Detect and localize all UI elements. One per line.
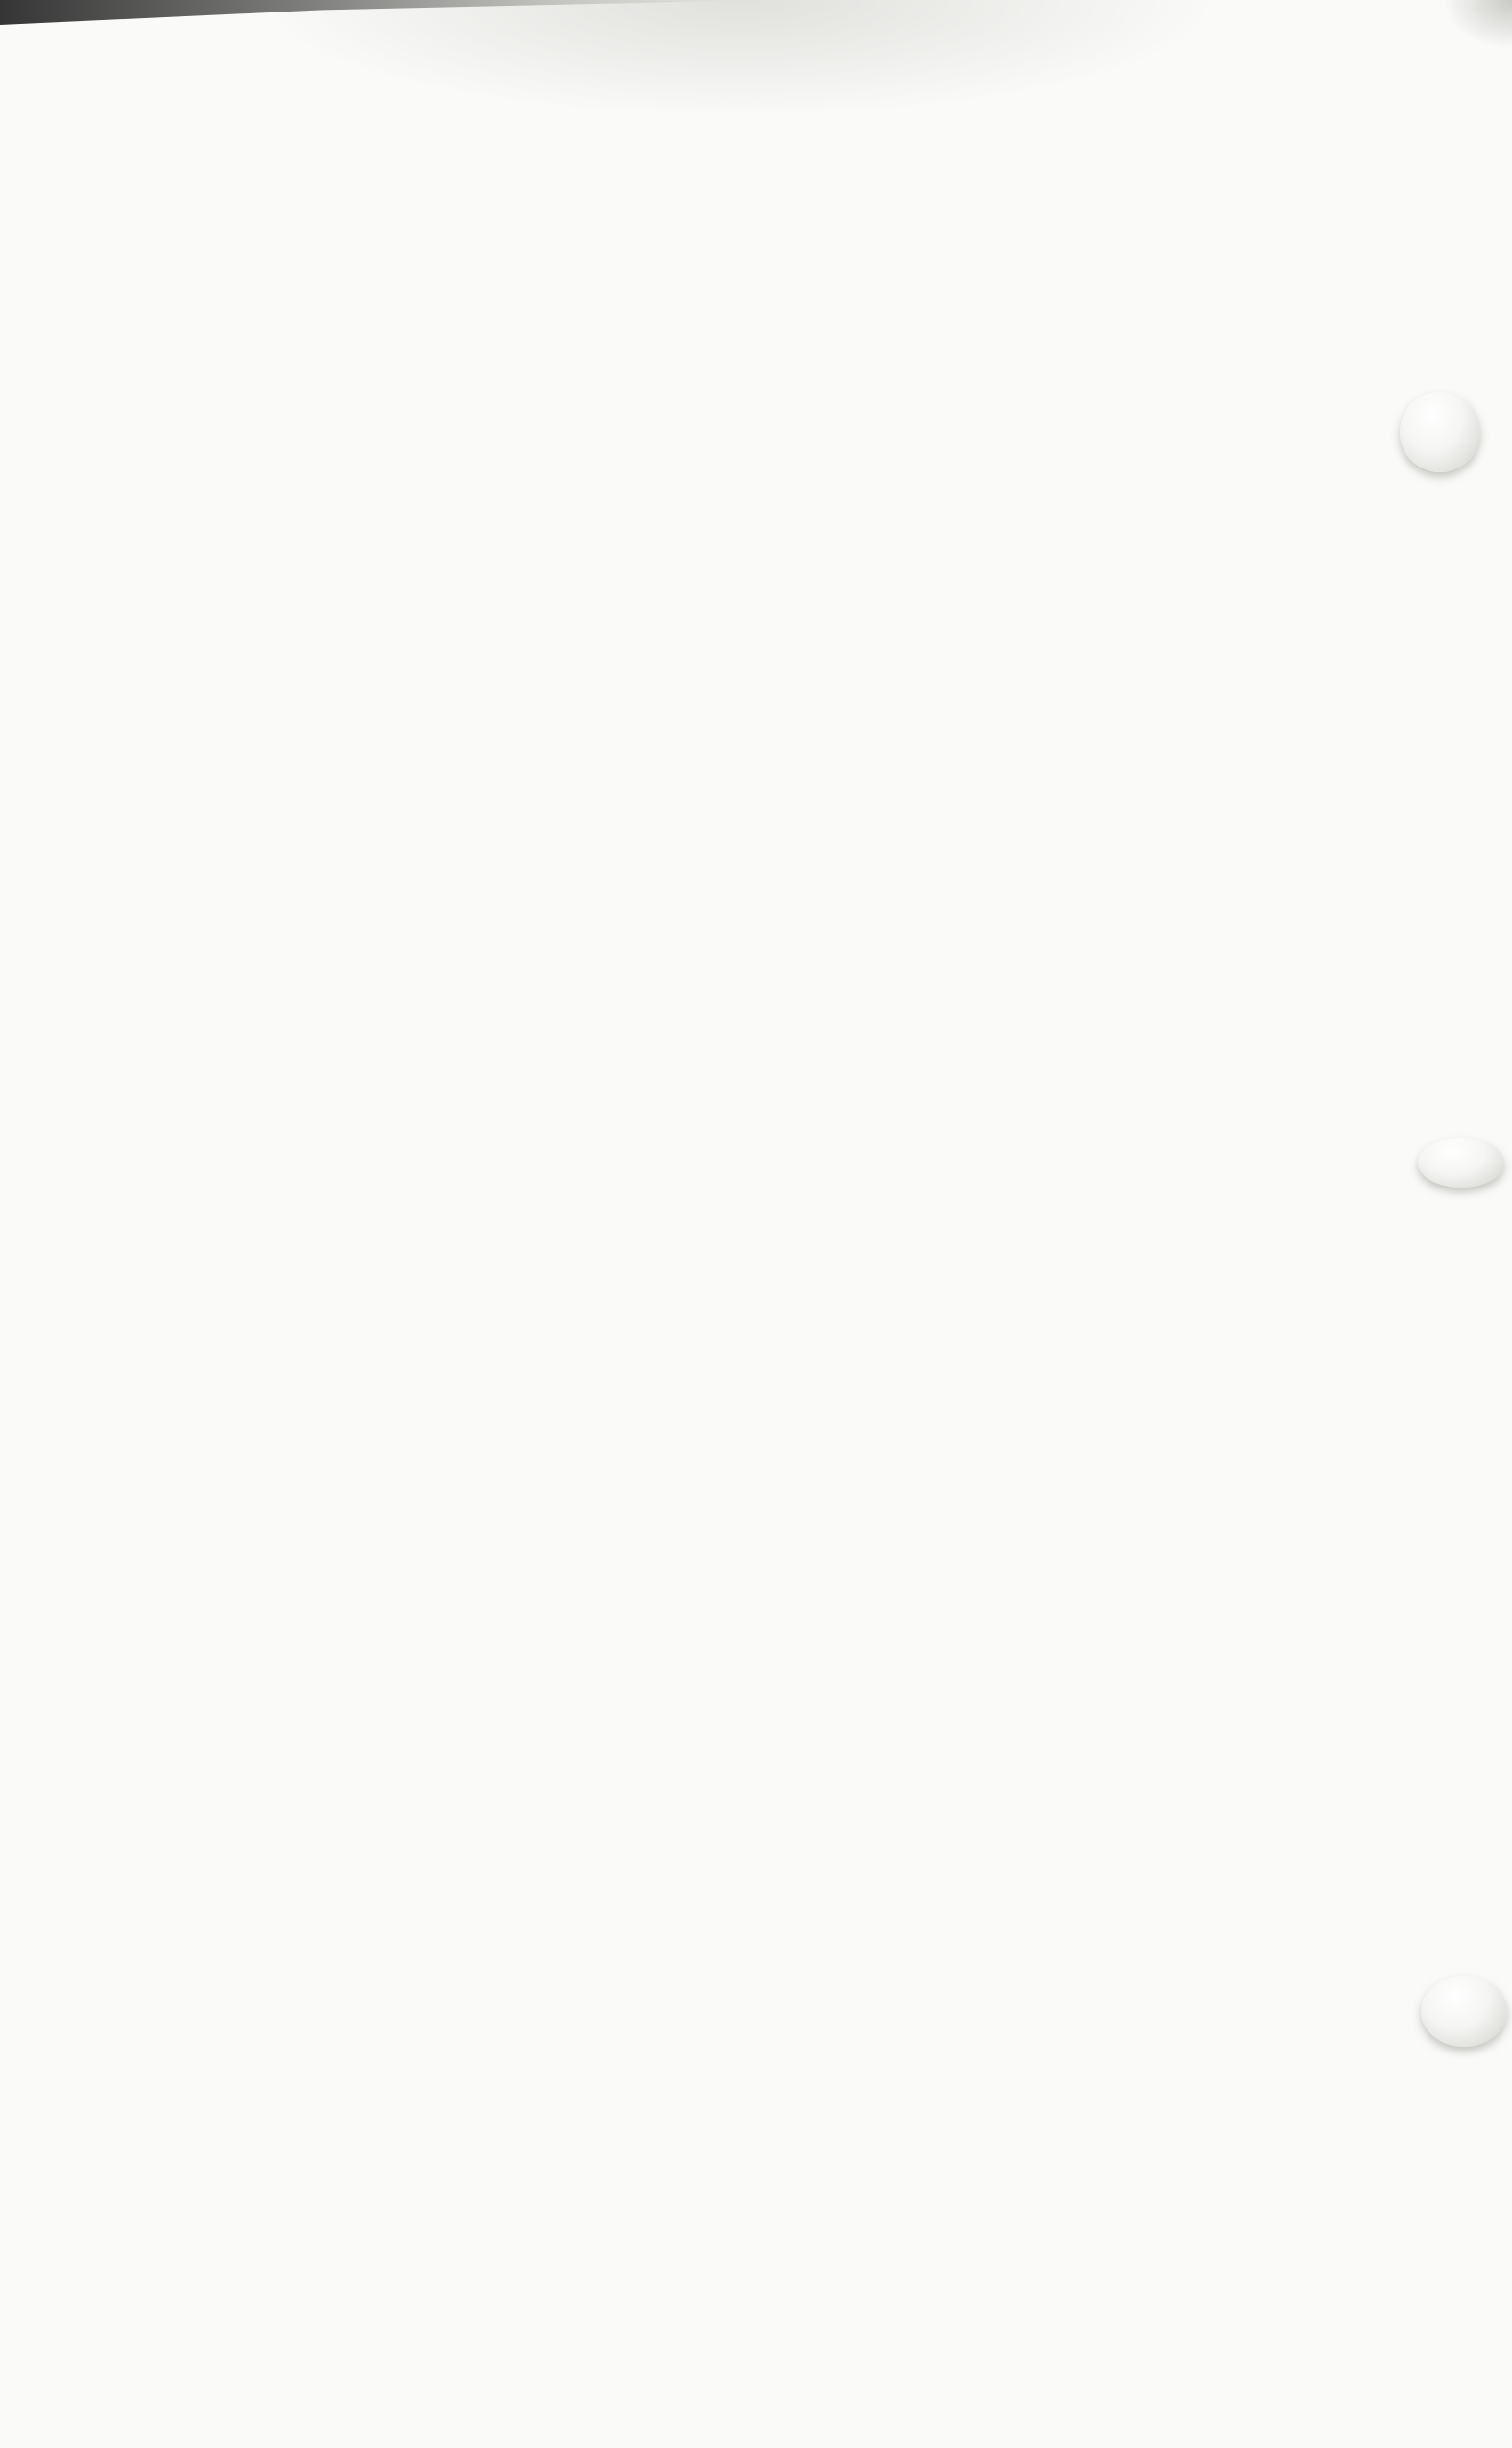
composer-right: [106, 235, 1394, 248]
lyrics-layer: [0, 0, 1500, 1]
binding-ball-top: [1400, 392, 1480, 472]
page-title: [105, 140, 1353, 152]
binding-ball-middle: [1418, 1138, 1504, 1188]
binding-ball-bottom: [1421, 1976, 1507, 2047]
music-systems: [0, 0, 1500, 1]
